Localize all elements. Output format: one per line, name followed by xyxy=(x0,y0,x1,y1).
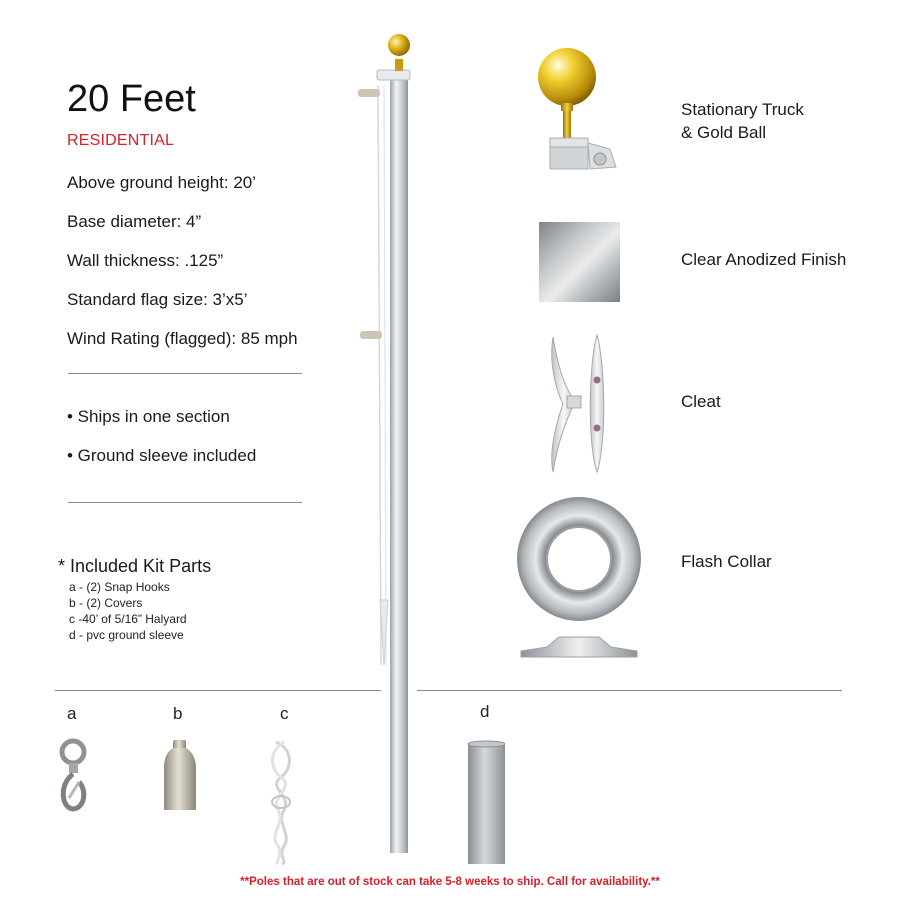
spec-wind-rating: Wind Rating (flagged): 85 mph xyxy=(67,329,298,348)
category-label: RESIDENTIAL xyxy=(67,132,175,149)
truck-label-line2: & Gold Ball xyxy=(681,123,767,142)
part-letter-c: c xyxy=(280,704,289,723)
kit-item-d: d - pvc ground sleeve xyxy=(69,628,184,642)
kit-item-c: c -40’ of 5/16” Halyard xyxy=(69,612,187,626)
divider xyxy=(417,690,842,691)
brushed-metal-swatch xyxy=(539,222,620,302)
spec-flag-size: Standard flag size: 3’x5’ xyxy=(67,290,248,309)
cover-icon xyxy=(160,738,200,813)
part-letter-b: b xyxy=(173,704,183,723)
spec-height: Above ground height: 20’ xyxy=(67,173,257,192)
finish-label: Clear Anodized Finish xyxy=(681,250,847,269)
part-letter-d: d xyxy=(480,702,490,721)
stock-notice: **Poles that are out of stock can take 5-8 weeks to ship. Call for availability.** xyxy=(240,876,660,888)
flash-collar-icon xyxy=(515,495,645,663)
spec-wall-thickness: Wall thickness: .125” xyxy=(67,251,224,270)
divider xyxy=(68,373,302,374)
ground-sleeve-icon xyxy=(466,740,508,867)
gold-ball-icon xyxy=(530,45,630,185)
collar-label: Flash Collar xyxy=(681,552,772,571)
divider xyxy=(55,690,381,691)
kit-parts-title: * Included Kit Parts xyxy=(58,556,212,576)
part-letter-a: a xyxy=(67,704,77,723)
truck-label-line1: Stationary Truck xyxy=(681,100,804,119)
bullet-one-section: • Ships in one section xyxy=(67,407,230,426)
bullet-ground-sleeve: • Ground sleeve included xyxy=(67,446,257,465)
page-title: 20 Feet xyxy=(67,78,196,120)
halyard-rope-icon xyxy=(262,738,302,866)
divider xyxy=(68,502,302,503)
flagpole-illustration xyxy=(340,25,430,865)
spec-base-diameter: Base diameter: 4” xyxy=(67,212,202,231)
cleat-label: Cleat xyxy=(681,392,721,411)
kit-item-b: b - (2) Covers xyxy=(69,596,143,610)
cleat-icon xyxy=(545,332,615,477)
kit-item-a: a - (2) Snap Hooks xyxy=(69,580,170,594)
snap-hook-icon xyxy=(55,738,95,813)
